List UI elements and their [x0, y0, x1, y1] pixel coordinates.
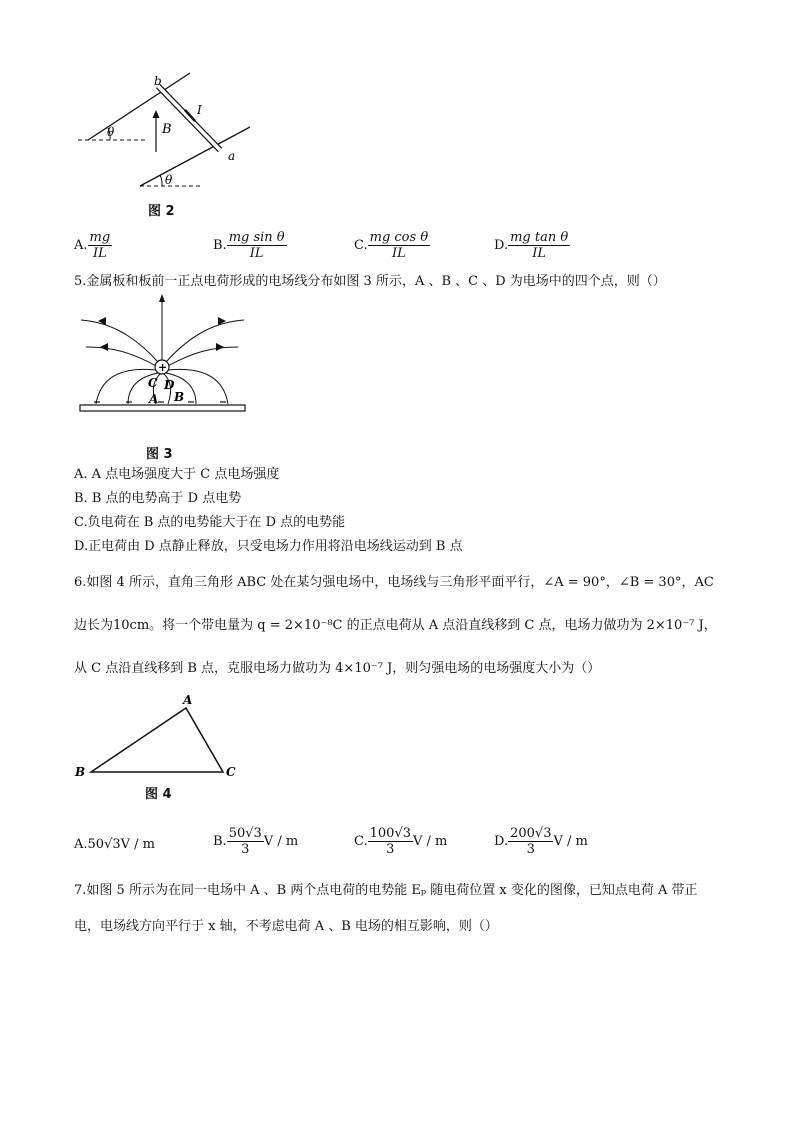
label-B: B [162, 122, 172, 137]
q5-option-a[interactable]: A. A 点电场强度大于 C 点电场强度 [74, 467, 280, 482]
figure-2-caption: 图 2 [148, 204, 175, 219]
label-C: C [226, 765, 236, 779]
label-B: B [75, 765, 86, 779]
plus-sign: + [158, 361, 168, 374]
label-b: b [154, 74, 162, 88]
label-theta-1: θ [107, 125, 115, 139]
figure-3-caption: 图 3 [146, 447, 173, 462]
q6-option-d[interactable]: D. $\frac{200√3}{3}$ V / m [494, 826, 588, 857]
label-a: a [228, 149, 236, 163]
q5-option-b[interactable]: B. B 点的电势高于 D 点电势 [74, 491, 242, 506]
triangle-abc [91, 708, 223, 772]
label-C: C [148, 376, 158, 390]
q5-option-c[interactable]: C.负电荷在 B 点的电势能大于在 D 点的电势能 [74, 515, 346, 530]
q5-stem: 5.金属板和板前一正点电荷形成的电场线分布如图 3 所示，A 、B 、C 、D 为电场中的四个点，则（） [74, 274, 666, 289]
metal-plate [80, 405, 245, 411]
figure-2 [70, 70, 270, 200]
label-I: I [197, 103, 202, 117]
figure-4-caption: 图 4 [145, 787, 172, 802]
q4-option-d[interactable]: D. $\frac{\text{mg tan θ}}{IL}$ [494, 230, 569, 261]
label-theta-2: θ [165, 173, 173, 187]
q7-line-2: 电，电场线方向平行于 x 轴，不考虑电荷 A 、B 电场的相互影响，则（） [74, 919, 498, 934]
label-B: B [174, 390, 185, 404]
conducting-rod [158, 86, 220, 150]
angle-arc-2 [160, 175, 162, 186]
q4-option-b[interactable]: B. $\frac{\text{mg sin θ}}{IL}$ [213, 230, 285, 261]
q6-option-b[interactable]: B. $\frac{50√3}{3}$ V / m [213, 826, 299, 857]
q7-line-1: 7.如图 5 所示为在同一电场中 A 、B 两个点电荷的电势能 Eₚ 随电荷位置 x 变化的图像，已知点电荷 A 带正 [74, 883, 698, 898]
q4-option-a[interactable]: A. $\frac{mg}{IL}$ [74, 230, 111, 261]
q6-line-2: 边长为10cm。将一个带电量为 q = 2×10⁻⁸C 的正点电荷从 A 点沿直线移到 C 点，电场力做功为 2×10⁻⁷ J， [74, 618, 717, 633]
q6-option-c[interactable]: C. $\frac{100√3}{3}$ V / m [354, 826, 448, 857]
label-D: D [164, 378, 175, 392]
field-lines [81, 300, 244, 404]
q6-option-a[interactable]: A. 50√3V / m [74, 836, 155, 852]
figure-4 [70, 692, 250, 784]
q4-option-c[interactable]: C. $\frac{\text{mg cos θ}}{IL}$ [354, 230, 429, 261]
q6-line-1: 6.如图 4 所示，直角三角形 ABC 处在某匀强电场中，电场线与三角形平面平行，∠A = 90°，∠B = 30°，AC [74, 575, 714, 590]
field-arrow [153, 110, 160, 152]
label-A: A [149, 392, 159, 406]
q5-option-d[interactable]: D.正电荷由 D 点静止释放，只受电场力作用将沿电场线运动到 B 点 [74, 539, 463, 554]
positive-charge [155, 360, 169, 374]
label-A: A [183, 693, 193, 707]
figure-3 [76, 292, 252, 422]
q6-line-3: 从 C 点沿直线移到 B 点，克服电场力做功为 4×10⁻⁷ J，则匀强电场的电场强度大小为（） [74, 661, 601, 676]
